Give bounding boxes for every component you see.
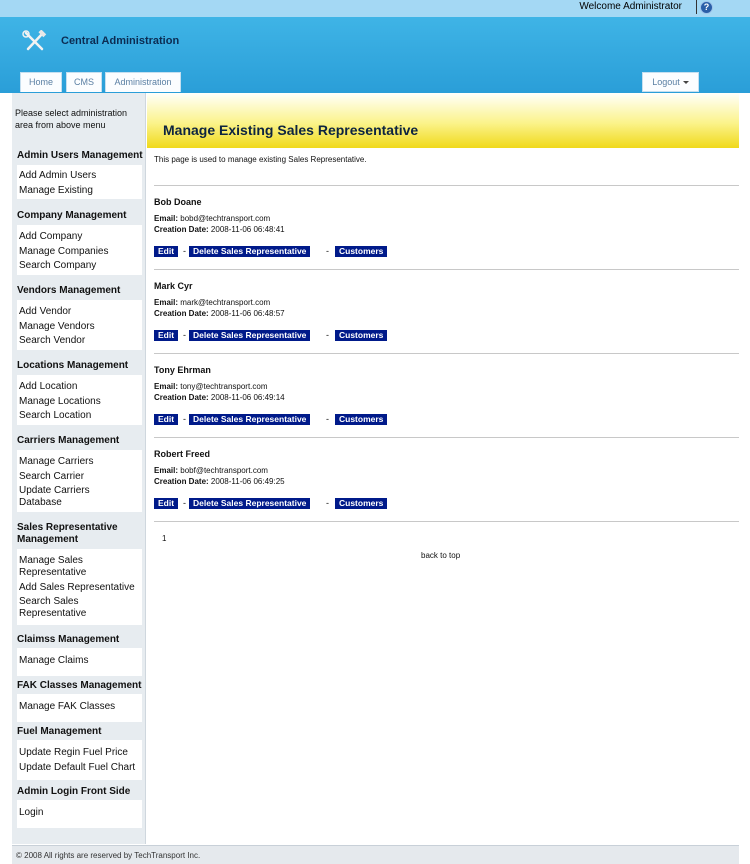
footer [12, 845, 739, 864]
sidebar-section-title: Sales Representative Management [17, 522, 118, 545]
sidebar-item-manage-sales-representative[interactable]: Manage Sales Representative [19, 555, 87, 578]
rep-email-value: bobf@techtransport.com [180, 466, 268, 475]
sidebar-section-links [17, 740, 142, 780]
edit-button[interactable]: Edit [154, 330, 178, 341]
sidebar-section-links [17, 800, 142, 828]
edit-button[interactable]: Edit [154, 414, 178, 425]
delete-sales-representative-button[interactable]: Delete Sales Representative [189, 330, 310, 341]
sidebar-item-search-vendor[interactable]: Search Vendor [19, 335, 86, 346]
sidebar-item-manage-carriers[interactable]: Manage Carriers [19, 456, 94, 467]
tools-icon [22, 30, 48, 52]
sidebar-item-update-carriers-database[interactable]: Update Carriers Database [19, 485, 90, 508]
sidebar-section-title: Vendors Management [17, 285, 121, 296]
action-separator: - [326, 414, 329, 424]
rep-name: Tony Ehrman [154, 365, 211, 375]
header [0, 17, 750, 93]
creation-date-label: Creation Date: [154, 225, 209, 234]
chevron-down-icon [683, 81, 689, 84]
rep-creation-date [154, 477, 285, 486]
divider [154, 437, 739, 438]
sidebar-item-login[interactable]: Login [19, 807, 44, 818]
sidebar-item-search-location[interactable]: Search Location [19, 410, 92, 421]
rep-email-value: mark@techtransport.com [180, 298, 271, 307]
logout-button[interactable] [642, 72, 699, 92]
page-description: This page is used to manage existing Sales Representative. [154, 155, 367, 164]
sales-rep-entry [154, 197, 739, 273]
rep-creation-date-value: 2008-11-06 06:49:25 [210, 477, 285, 486]
delete-sales-representative-button[interactable]: Delete Sales Representative [189, 498, 310, 509]
email-label: Email: [154, 214, 179, 223]
sidebar-item-search-company[interactable]: Search Company [19, 260, 97, 271]
rep-email-value: tony@techtransport.com [180, 382, 268, 391]
delete-sales-representative-button[interactable]: Delete Sales Representative [189, 414, 310, 425]
sidebar-section-title: Company Management [17, 210, 127, 221]
page-title-banner [147, 93, 739, 148]
action-separator: - [183, 414, 186, 424]
rep-creation-date-value: 2008-11-06 06:48:41 [210, 225, 285, 234]
sidebar-item-manage-fak-classes[interactable]: Manage FAK Classes [19, 701, 116, 712]
email-label: Email: [154, 298, 179, 307]
sidebar-section-links [17, 450, 142, 512]
sidebar-section-title: Carriers Management [17, 435, 120, 446]
sidebar-hint: Please select administration area from above menu [15, 108, 128, 130]
rep-name: Robert Freed [154, 449, 211, 459]
edit-button[interactable]: Edit [154, 498, 178, 509]
edit-button[interactable]: Edit [154, 246, 178, 257]
customers-button[interactable]: Customers [335, 414, 387, 425]
back-to-top-link[interactable]: back to top [421, 551, 461, 560]
action-separator: - [183, 498, 186, 508]
email-label: Email: [154, 382, 179, 391]
delete-sales-representative-button[interactable]: Delete Sales Representative [189, 246, 310, 257]
rep-email-value: bobd@techtransport.com [180, 214, 271, 223]
sidebar-section-title: Locations Management [17, 360, 129, 371]
rep-creation-date-value: 2008-11-06 06:48:57 [210, 309, 285, 318]
app-title: Central Administration [61, 35, 180, 47]
sidebar-section-links [17, 648, 142, 676]
creation-date-label: Creation Date: [154, 393, 209, 402]
divider [154, 185, 739, 186]
sidebar-item-add-admin-users[interactable]: Add Admin Users [19, 170, 97, 181]
action-separator: - [326, 246, 329, 256]
sidebar-section-title: Fuel Management [17, 726, 102, 737]
sidebar-item-add-company[interactable]: Add Company [19, 231, 83, 242]
footer-copyright: © 2008 All rights are reserved by TechTransport Inc. [16, 851, 201, 860]
rep-name: Bob Doane [154, 197, 202, 207]
email-label: Email: [154, 466, 179, 475]
divider [154, 353, 739, 354]
sidebar-section-title: Admin Users Management [17, 150, 143, 161]
rep-creation-date [154, 393, 285, 402]
rep-creation-date [154, 309, 285, 318]
customers-button[interactable]: Customers [335, 246, 387, 257]
sidebar-section-title: FAK Classes Management [17, 680, 142, 691]
tab-home[interactable]: Home [20, 72, 62, 92]
tab-administration[interactable]: Administration [105, 72, 181, 92]
sidebar-item-search-sales-representative[interactable]: Search Sales Representative [19, 596, 87, 619]
sidebar-section-title: Admin Login Front Side [17, 786, 131, 797]
sidebar-item-manage-vendors[interactable]: Manage Vendors [19, 321, 95, 332]
pagination-page-1[interactable]: 1 [162, 534, 167, 543]
rep-creation-date [154, 225, 285, 234]
creation-date-label: Creation Date: [154, 309, 209, 318]
help-divider [696, 0, 697, 14]
sidebar [12, 93, 146, 844]
logout-label: Logout [652, 77, 680, 87]
sidebar-section-links [17, 165, 142, 199]
rep-email [154, 382, 268, 391]
sidebar-item-manage-locations[interactable]: Manage Locations [19, 396, 101, 407]
creation-date-label: Creation Date: [154, 477, 209, 486]
sales-rep-entry [154, 365, 739, 441]
sidebar-item-search-carrier[interactable]: Search Carrier [19, 471, 85, 482]
welcome-text: Welcome Administrator [579, 1, 682, 12]
top-bar [0, 0, 750, 17]
sidebar-section-links [17, 225, 142, 275]
sales-rep-entry [154, 281, 739, 357]
sidebar-item-add-sales-representative[interactable]: Add Sales Representative [19, 582, 135, 593]
sidebar-item-update-default-fuel-chart[interactable]: Update Default Fuel Chart [19, 762, 136, 773]
sidebar-section-title: Claimss Management [17, 634, 120, 645]
rep-email [154, 298, 270, 307]
sidebar-section-links [17, 549, 142, 625]
customers-button[interactable]: Customers [335, 330, 387, 341]
action-separator: - [183, 246, 186, 256]
action-separator: - [326, 330, 329, 340]
sidebar-section-links [17, 375, 142, 425]
rep-email [154, 466, 268, 475]
customers-button[interactable]: Customers [335, 498, 387, 509]
sidebar-item-manage-companies[interactable]: Manage Companies [19, 246, 109, 257]
sidebar-item-add-location[interactable]: Add Location [19, 381, 78, 392]
help-icon[interactable]: ? [700, 1, 713, 14]
sidebar-section-links [17, 694, 142, 722]
sales-rep-entry [154, 449, 739, 525]
sidebar-item-manage-claims[interactable]: Manage Claims [19, 655, 89, 666]
action-separator: - [183, 330, 186, 340]
sidebar-item-update-regin-fuel-price[interactable]: Update Regin Fuel Price [19, 747, 128, 758]
sidebar-item-manage-existing[interactable]: Manage Existing [19, 185, 93, 196]
rep-name: Mark Cyr [154, 281, 193, 291]
rep-email [154, 214, 270, 223]
action-separator: - [326, 498, 329, 508]
divider [154, 521, 739, 522]
rep-creation-date-value: 2008-11-06 06:49:14 [210, 393, 285, 402]
sidebar-item-add-vendor[interactable]: Add Vendor [19, 306, 72, 317]
page-title: Manage Existing Sales Representative [163, 122, 419, 138]
sidebar-section-links [17, 300, 142, 350]
tab-cms[interactable]: CMS [66, 72, 102, 92]
divider [154, 269, 739, 270]
